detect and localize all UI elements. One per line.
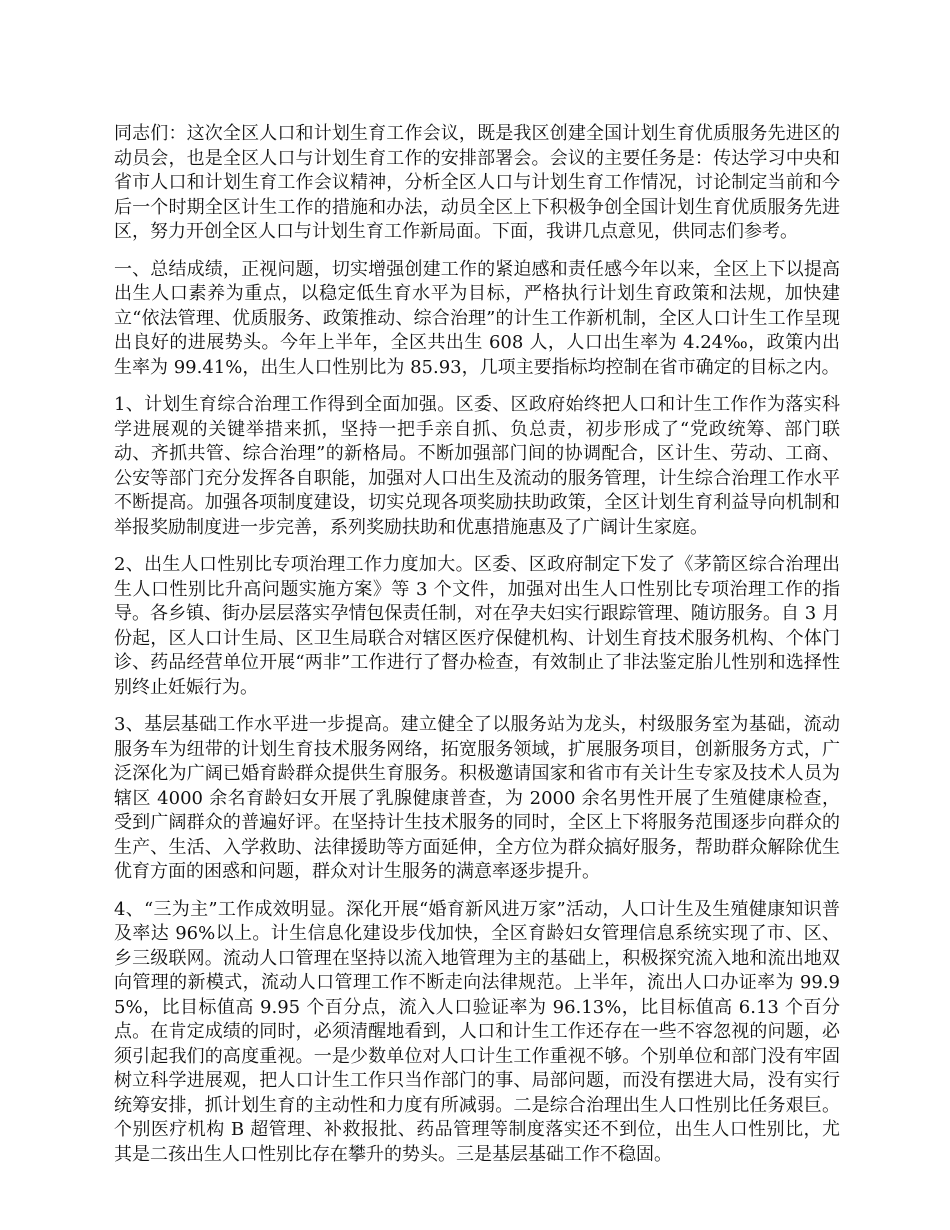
paragraph-item-4: 4、“三为主”工作成效明显。深化开展“婚育新风进万家”活动，人口计生及生殖健康知识普及率达 96%以上。计生信息化建设步伐加快，全区育龄妇女管理信息系统实现了市、区、乡三级联网。流动人口管理在坚持以流入地管理为主的基础上，积极探究流入地和流出地双向管理的新模式，流动人口管理工作不断走向法律规范。上半年，流出人口办证率为 99.95%，比目标值高 9.95 个百分点，流入人口验证率为 96.13%，比目标值高 6.13 个百分点。在肯定成绩的同时，必须清醒地看到，人口和计生工作还存在一些不容忽视的问题，必须引起我们的高度重视。一是少数单位对人口计生工作重视不够。个别单位和部门没有牢固树立科学进展观，把人口计生工作只当作部门的事、局部问题，而没有摆进大局，没有实行统筹安排，抓计划生育的主动性和力度有所减弱。二是综合治理出生人口性别比任务艰巨。个别医疗机构 B 超管理、补救报批、药品管理等制度落实还不到位，出生人口性别比，尤其是二孩出生人口性别比存在攀升的势头。三是基层基础工作不稳固。 xyxy=(114,898,840,1165)
document-page xyxy=(114,122,840,1180)
paragraph-item-3: 3、基层基础工作水平进一步提高。建立健全了以服务站为龙头，村级服务室为基础，流动服务车为纽带的计划生育技术服务网络，拓宽服务领域，扩展服务项目，创新服务方式，广泛深化为广阔已婚育龄群众提供生育服务。积极邀请国家和省市有关计生专家及技术人员为辖区 4000 余名育龄妇女开展了乳腺健康普查，为 2000 余名男性开展了生殖健康检查，受到广阔群众的普遍好评。在坚持计生技术服务的同时，全区上下将服务范围逐步向群众的生产、生活、入学救助、法律援助等方面延伸，全方位为群众搞好服务，帮助群众解除优生优育方面的困惑和问题，群众对计生服务的满意率逐步提升。 xyxy=(114,714,840,882)
paragraph-item-1: 1、计划生育综合治理工作得到全面加强。区委、区政府始终把人口和计生工作作为落实科学进展观的关键举措来抓，坚持一把手亲自抓、负总责，初步形成了“党政统筹、部门联动、齐抓共管、综合治理”的新格局。不断加强部门间的协调配合，区计生、劳动、工商、公安等部门充分发挥各自职能，加强对人口出生及流动的服务管理，计生综合治理工作水平不断提高。加强各项制度建设，切实兑现各项奖励扶助政策，全区计划生育利益导向机制和举报奖励制度进一步完善，系列奖励扶助和优惠措施惠及了广阔计生家庭。 xyxy=(114,394,840,538)
paragraph-item-2: 2、出生人口性别比专项治理工作力度加大。区委、区政府制定下发了《茅箭区综合治理出生人口性别比升高问题实施方案》等 3 个文件，加强对出生人口性别比专项治理工作的指导。各乡镇、街办层层落实孕情包保责任制，对在孕夫妇实行跟踪管理、随访服务。自 3 月份起，区人口计生局、区卫生局联合对辖区医疗保健机构、计划生育技术服务机构、个体门诊、药品经营单位开展“两非”工作进行了督办检查，有效制止了非法鉴定胎儿性别和选择性别终止妊娠行为。 xyxy=(114,554,840,698)
paragraph-section-one: 一、总结成绩，正视问题，切实增强创建工作的紧迫感和责任感今年以来，全区上下以提高出生人口素养为重点，以稳定低生育水平为目标，严格执行计划生育政策和法规，加快建立“依法管理、优质服务、政策推动、综合治理”的计生工作新机制，全区人口计生工作呈现出良好的进展势头。今年上半年，全区共出生 608 人，人口出生率为 4.24‰，政策内出生率为 99.41%，出生人口性别比为 85.93，几项主要指标均控制在省市确定的目标之内。 xyxy=(114,258,840,378)
paragraph-opening: 同志们：这次全区人口和计划生育工作会议，既是我区创建全国计划生育优质服务先进区的动员会，也是全区人口与计划生育工作的安排部署会。会议的主要任务是：传达学习中央和省市人口和计划生育工作会议精神，分析全区人口与计划生育工作情况，讨论制定当前和今后一个时期全区计生工作的措施和办法，动员全区上下积极争创全国计划生育优质服务先进区，努力开创全区人口与计划生育工作新局面。下面，我讲几点意见，供同志们参考。 xyxy=(114,123,840,242)
